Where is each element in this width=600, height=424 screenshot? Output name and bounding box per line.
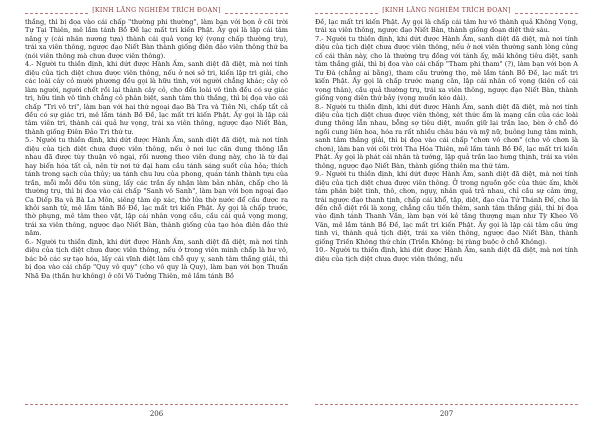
right-page-title: [KINH LĂNG NGHIÊM TRÍCH ĐOẠN] [378,7,515,14]
footer-rule [25,404,288,405]
right-page-number: 207 [439,410,454,418]
right-page-text: Đề, lạc mất tri kiến Phật. Ấy gọi là chấp cái tâm hư vô thành quả Không Vọng, trái xa viên thông, ngược đạo Niết Bàn, thành giống đoạn diệt thứ sáu. 7.- Người tu thiền định, khi dứt được Hành Ấm, sanh diệt đã diệt, mà nơi tính diệu của tịch diệt chưa được viên thông, nếu ở nơi viên thường sanh lòng củng cố cái thân này, cho là thường trụ đồng với tánh ấy, mãi không tiêu diệt, sanh tâm thắng giải, thì bị đọa vào cái chấp "Tham phi tham" (?), làm bạn với bọn A Tư Đà (chẳng ai bằng), tham cầu trường thọ, mê lầm tánh Bồ Đề, lạc mất tri kiến Phật. Ấy gọi là chấp trước mạng căn, lập cái nhân cố vọng (kiên cố cái vọng thân), cầu quả thường trụ, trái xa viên thông, ngược đạo Niết Bàn, thành giống vọng diên thứ bảy (vọng muốn kéo dài). 8.- Người tu thiền định, khi dứt được Hành Ấm, sanh diệt đã diệt, mà nơi tính diệu của tịch diệt chưa được viên thông, xét thức ấm là mạng căn của các loài dung thông lẫn nhau, bỗng sợ tiêu diệt, muốn giữ lại trần lao, bèn ở chỗ đó ngồi cung liên hoa, hóa ra rất nhiều châu báu và mỹ nữ, buông lung tâm mình, sanh tâm thắng giải, thì bị đọa vào cái chấp "chơn vô chơn" (cho vô chơn là chơn), làm bạn với cõi trời Tha Hóa Thiên, mê lầm tánh Bồ Đề, lạc mất tri kiến Phật. Ấy gọi là phát cái nhân tà tướng, lập quả trần lao hưng thịnh, trái xa viên thông, ngược đạo Niết Bàn, thành giống thiên ma thứ tám. 9.- Người tu thiền định, khi dứt được Hành Ấm, sanh diệt đã diệt, mà nơi tính diệu của tịch diệt chưa được viên thông. Ở trong nguồn gốc của thức ấm, khởi tâm phân biệt tinh, thô, chơn, ngụy, nhân quả trả nhau, chỉ cầu sự cảm ứng, trái ngược đạo thanh tịnh, chấp cái khổ, tập, diệt, đạo của Tứ Thánh Đế, cho là đến chỗ diệt rồi là xong, chẳng cầu tiến thêm, sanh tâm thắng giải, thì bị đọa vào định tánh Thanh Văn, làm bạn với kẻ tăng thượng mạn như Tỳ Kheo Vô Văn, mê lầm tánh Bồ Đề, lạc mất tri kiến Phật. Ấy gọi là lập cái tâm cầu ứng tinh vi, thành quả tịch diệt, trái xa viên thông, ngược đạo Niết Bàn, thành giống Triền Không thứ chín (Triền Không: bị ràng buộc ở chỗ Không). 10.- Người tu thiền định, khi dứt được Hành Ấm, sanh diệt đã diệt, mà nơi tính diệu của tịch diệt chưa được viên thông, nếu [315,18,578,263]
left-page-number: 206 [149,410,164,418]
left-page-title: [KINH LĂNG NGHIÊM TRÍCH ĐOẠN] [88,7,225,14]
right-page-body [315,18,578,396]
right-page [300,0,600,424]
left-page-body [25,18,288,396]
left-page-footer [25,396,288,424]
footer-rule [315,404,578,405]
left-page-text: thắng, thì bị đọa vào cái chấp "thường phi thường", làm bạn với bọn ở cõi trời Tự Tại Thiên, mê lầm tánh Bồ Đề lạc mất tri kiến Phật. Ấy gọi là lập cái tâm năng y (cái nhân nương tựa) thành cái quả vọng ký (vọng chấp thường trụ), trái xa viên thông, ngược đạo Niết Bàn thành giống điên đảo viên thông thứ ba (nói viên thông mà chưa được viên thông). 4.- Người tu thiền định, khi dứt được Hành Ấm, sanh diệt đã diệt, mà nơi tính diệu của tịch diệt chưa được viên thông, nếu ở nơi sở tri, kiến lập tri giải, cho các loài cây cỏ mười phương đều gọi là hữu tình, với người chẳng khác; cây cỏ làm người, người chết rồi lại thành cây cỏ, cho đến loài vô tình đều có sự giác tri, hữu tình vô tình chẳng cỏ phân biệt, sanh tâm thù thắng, thì bị đọa vào cái chấp "Tri vô tri", làm bạn với hai thứ ngoại đạo Bà Tra và Tiên Ni, chấp tất cả đều có sự giác tri, mê lầm tánh Bồ Đề, lạc mất tri kiến Phật. Ấy gọi là lập cái tâm viên tri, thành cái quả hư vọng, trái xa viên thông, ngược đạo Niết Bàn, thành giống Điên Đảo Tri thứ tư. 5.- Người tu thiền định, khi dứt được Hành Ấm, sanh diệt đã diệt, mà nơi tính diệu của tịch diệt chưa được viên thông, nếu ở nơi lục căn dung thông lẫn nhau đã được tùy thuận vô ngại, rồi nương theo viên dung này, cho là từ đại hay biến hóa tất cả, nên từ nơi tứ đại ham cầu tánh sáng suốt của hỏa; thích tánh trong sạch của thủy; ưa tánh chu lưu của phong, quán tánh thành tựu của trần, mỗi mỗi đều tôn sùng, lấy các trần ấy nhận làm bản nhân, chấp cho là thường trụ, thì bị đọa vào cái chấp "Sanh vô Sanh", làm bạn với bọn ngoại đạo Ca Diếp Ba và Bà La Môn, siêng tâm ép xác, thờ lửa thờ nước để cầu được ra khỏi sanh tử, mê lầm tánh Bồ Đề, lạc mất tri kiến Phật. Ấy gọi là chấp trước, thờ phụng, mê tâm theo vật, lập cái nhân vọng cầu, cầu cái quả vọng mong, trái xa viên thông, ngược đạo Niết Bàn, thành giống của tạo hóa điên đảo thứ năm. 6.- Người tu thiền định, khi dứt được Hành Ấm, sanh diệt đã diệt, mà nơi tính diệu của tịch diệt chưa được viên thông, nếu ở trong viên minh chấp là hư vô, bác bỏ các sự tạo hóa, lấy cái vĩnh diệt làm chỗ quy y, sanh tâm thắng giải, thì bị đọa vào cái chấp "Quy vô quy" (cho vô quy là Quy), làm bạn với bọn Thuấn Nhã Đa (thần hư không) ở cõi Vô Tưởng Thiên, mê lầm tánh Bồ [25,18,288,280]
right-page-footer [315,396,578,424]
